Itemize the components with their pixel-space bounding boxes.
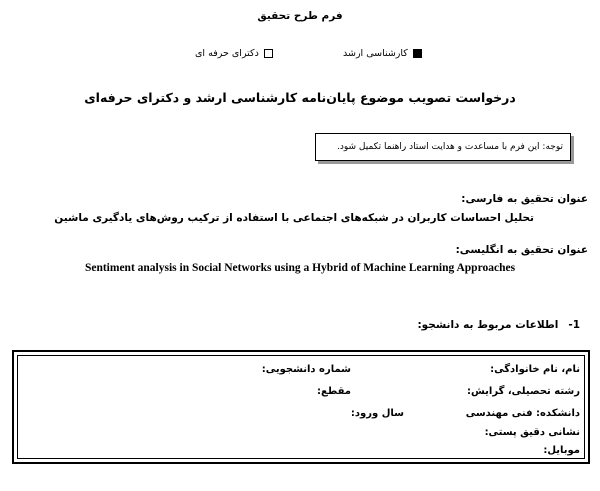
student-info-box: [12, 350, 590, 464]
english-title-value: Sentiment analysis in Social Networks using a Hybrid of Machine Learning Approaches: [84, 262, 516, 274]
english-title-label: عنوان تحقیق به انگلیسی:: [455, 244, 588, 256]
persian-title-label: عنوان تحقیق به فارسی:: [461, 193, 588, 205]
degree-option-professional-doctorate[interactable]: [195, 48, 273, 59]
faculty-field-label: دانشکده: فنی مهندسی: [465, 408, 580, 419]
checked-checkbox-icon[interactable]: [413, 49, 422, 58]
entry-year-field-label: سال ورود:: [350, 408, 404, 419]
empty-checkbox-icon[interactable]: [264, 49, 273, 58]
level-field-label: مقطع:: [317, 386, 351, 397]
note-box: [315, 133, 571, 161]
section-number: 1-: [568, 319, 580, 331]
note-text: توجه: این فرم با مساعدت و هدایت استاد راهنما تکمیل شود.: [337, 142, 563, 152]
postal-address-field-label: نشانی دقیق پستی:: [484, 427, 580, 438]
student-info-inner-border: [17, 355, 585, 459]
degree-option-label: دکترای حرفه ای: [195, 48, 259, 59]
section-heading: [417, 319, 580, 331]
main-heading: درخواست تصویب موضوع پایان‌نامه کارشناسی ارشد و دکترای حرفه‌ای: [84, 90, 516, 105]
form-title: فرم طرح تحقیق: [257, 10, 343, 22]
major-field-label: رشته تحصیلی، گرایش:: [467, 386, 580, 397]
persian-title-value: تحلیل احساسات کاربران در شبکه‌های اجتماعی با استفاده از ترکیب روش‌های یادگیری ماشین: [54, 212, 534, 224]
degree-option-masters[interactable]: [343, 48, 422, 59]
student-number-field-label: شماره دانشجویی:: [261, 364, 351, 375]
section-title: اطلاعات مربوط به دانشجو:: [417, 319, 559, 331]
degree-option-label: کارشناسی ارشد: [343, 48, 408, 59]
name-field-label: نام، نام خانوادگی:: [490, 364, 580, 375]
mobile-field-label: موبایل:: [543, 445, 580, 456]
